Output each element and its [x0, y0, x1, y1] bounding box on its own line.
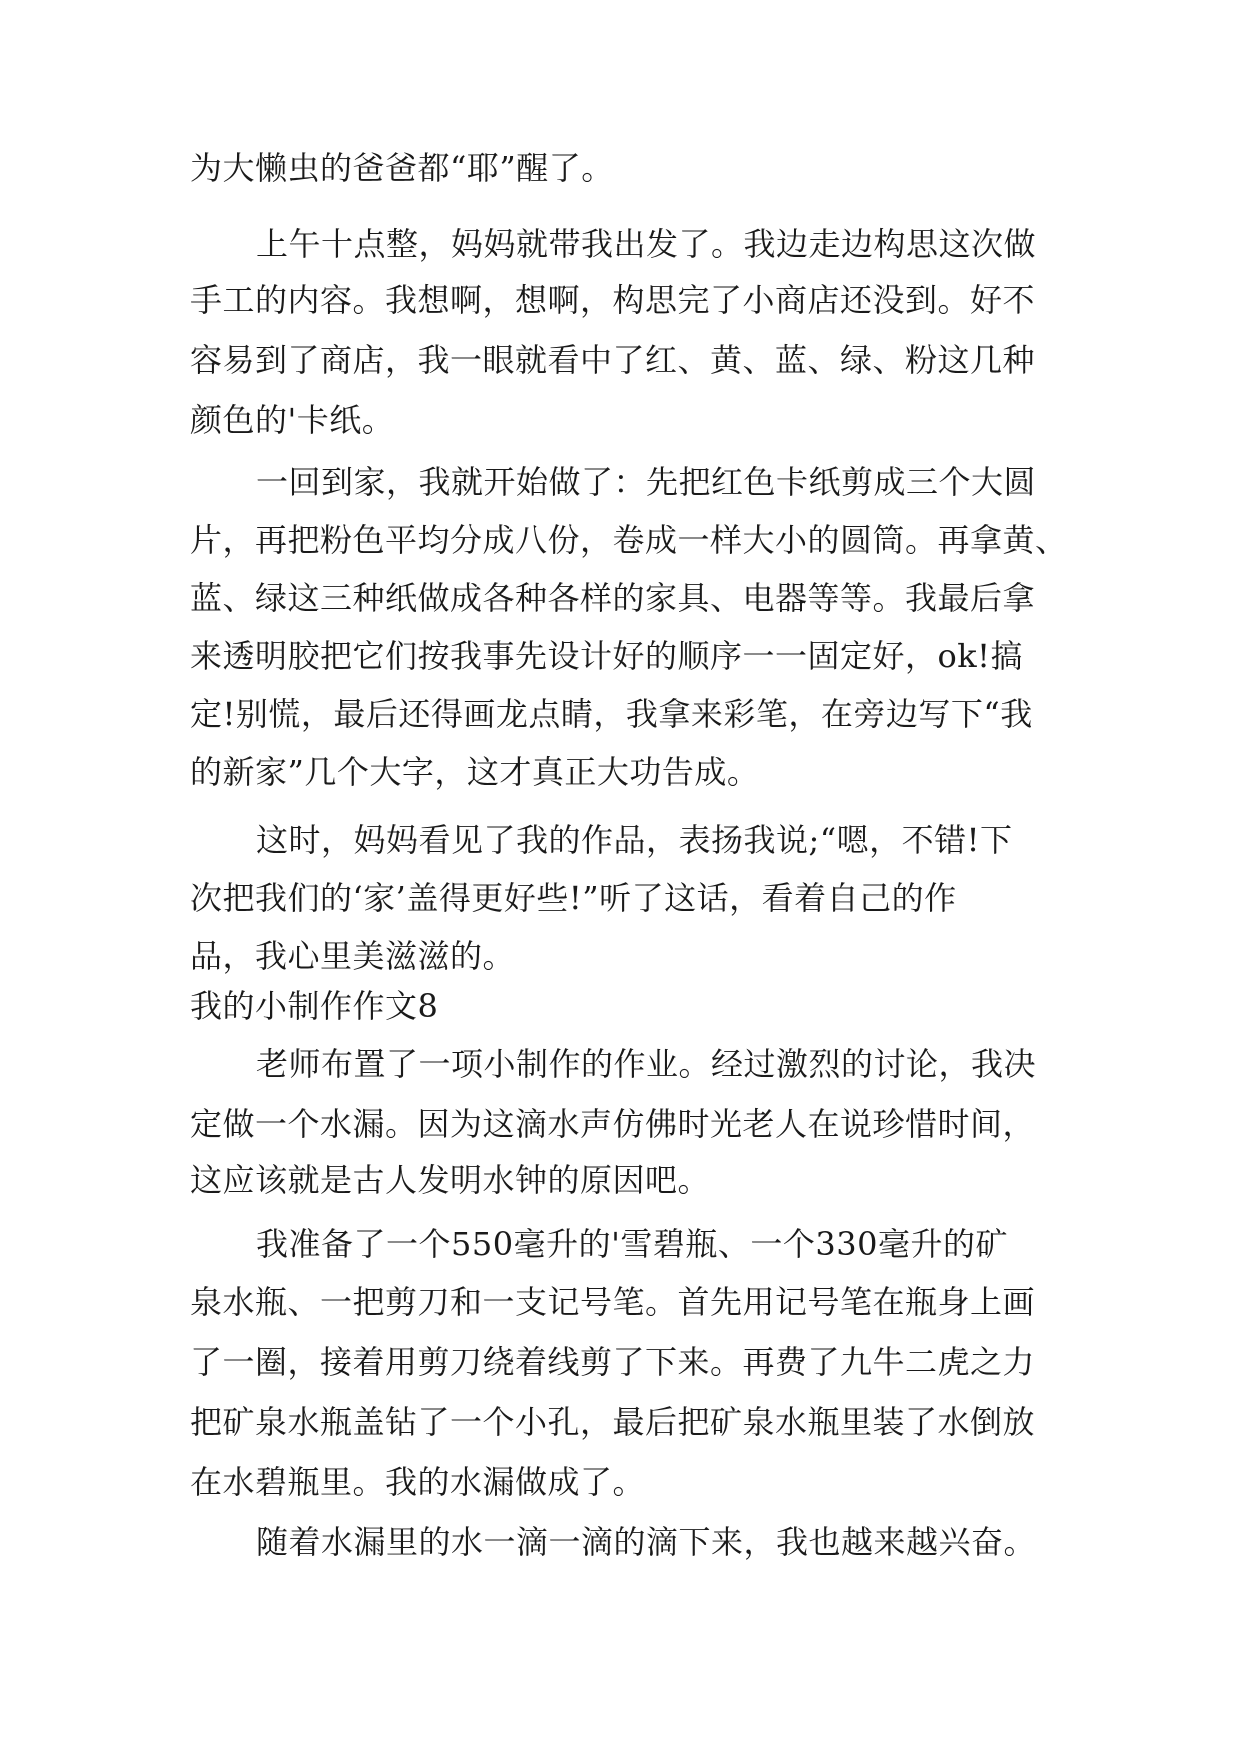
text-line: 为大懒虫的爸爸都“耶”醒了。: [190, 149, 614, 187]
text-line: 蓝、绿这三种纸做成各种各样的家具、电器等等。我最后拿: [190, 579, 1036, 617]
text-line: 在水碧瓶里。我的水漏做成了。: [190, 1463, 646, 1501]
text-line: 定!别慌，最后还得画龙点睛，我拿来彩笔，在旁边写下“我: [190, 695, 1033, 733]
text-line: 来透明胶把它们按我事先设计好的顺序一一固定好，ok!搞: [190, 637, 1024, 675]
text-line: 手工的内容。我想啊，想啊，构思完了小商店还没到。好不: [190, 281, 1036, 319]
text-line: 的新家”几个大字，这才真正大功告成。: [190, 753, 760, 791]
section-heading: 我的小制作作文8: [190, 987, 439, 1025]
text-line: 泉水瓶、一把剪刀和一支记号笔。首先用记号笔在瓶身上画: [190, 1283, 1036, 1321]
text-line: 定做一个水漏。因为这滴水声仿佛时光老人在说珍惜时间，: [190, 1105, 1036, 1143]
paragraph-first-line: 老师布置了一项小制作的作业。经过激烈的讨论，我决: [256, 1045, 1037, 1083]
paragraph-first-line: 上午十点整，妈妈就带我出发了。我边走边构思这次做: [256, 225, 1037, 263]
text-line: 片，再把粉色平均分成八份，卷成一样大小的圆筒。再拿黄、: [190, 521, 1068, 559]
paragraph-first-line: 一回到家，我就开始做了：先把红色卡纸剪成三个大圆: [256, 463, 1037, 501]
text-line: 了一圈，接着用剪刀绕着线剪了下来。再费了九牛二虎之力: [190, 1343, 1036, 1381]
text-line: 颜色的'卡纸。: [190, 401, 395, 439]
paragraph-first-line: 这时，妈妈看见了我的作品，表扬我说;“嗯，不错!下: [256, 821, 1013, 859]
paragraph-first-line: 随着水漏里的水一滴一滴的滴下来，我也越来越兴奋。: [256, 1523, 1037, 1561]
text-line: 把矿泉水瓶盖钻了一个小孔，最后把矿泉水瓶里装了水倒放: [190, 1403, 1036, 1441]
text-line: 这应该就是古人发明水钟的原因吧。: [190, 1161, 711, 1199]
text-line: 次把我们的‘家’盖得更好些!”听了这话，看着自己的作: [190, 879, 957, 917]
text-line: 容易到了商店，我一眼就看中了红、黄、蓝、绿、粉这几种: [190, 341, 1036, 379]
text-line: 品，我心里美滋滋的。: [190, 937, 516, 975]
paragraph-first-line: 我准备了一个550毫升的'雪碧瓶、一个330毫升的矿: [256, 1225, 1008, 1263]
